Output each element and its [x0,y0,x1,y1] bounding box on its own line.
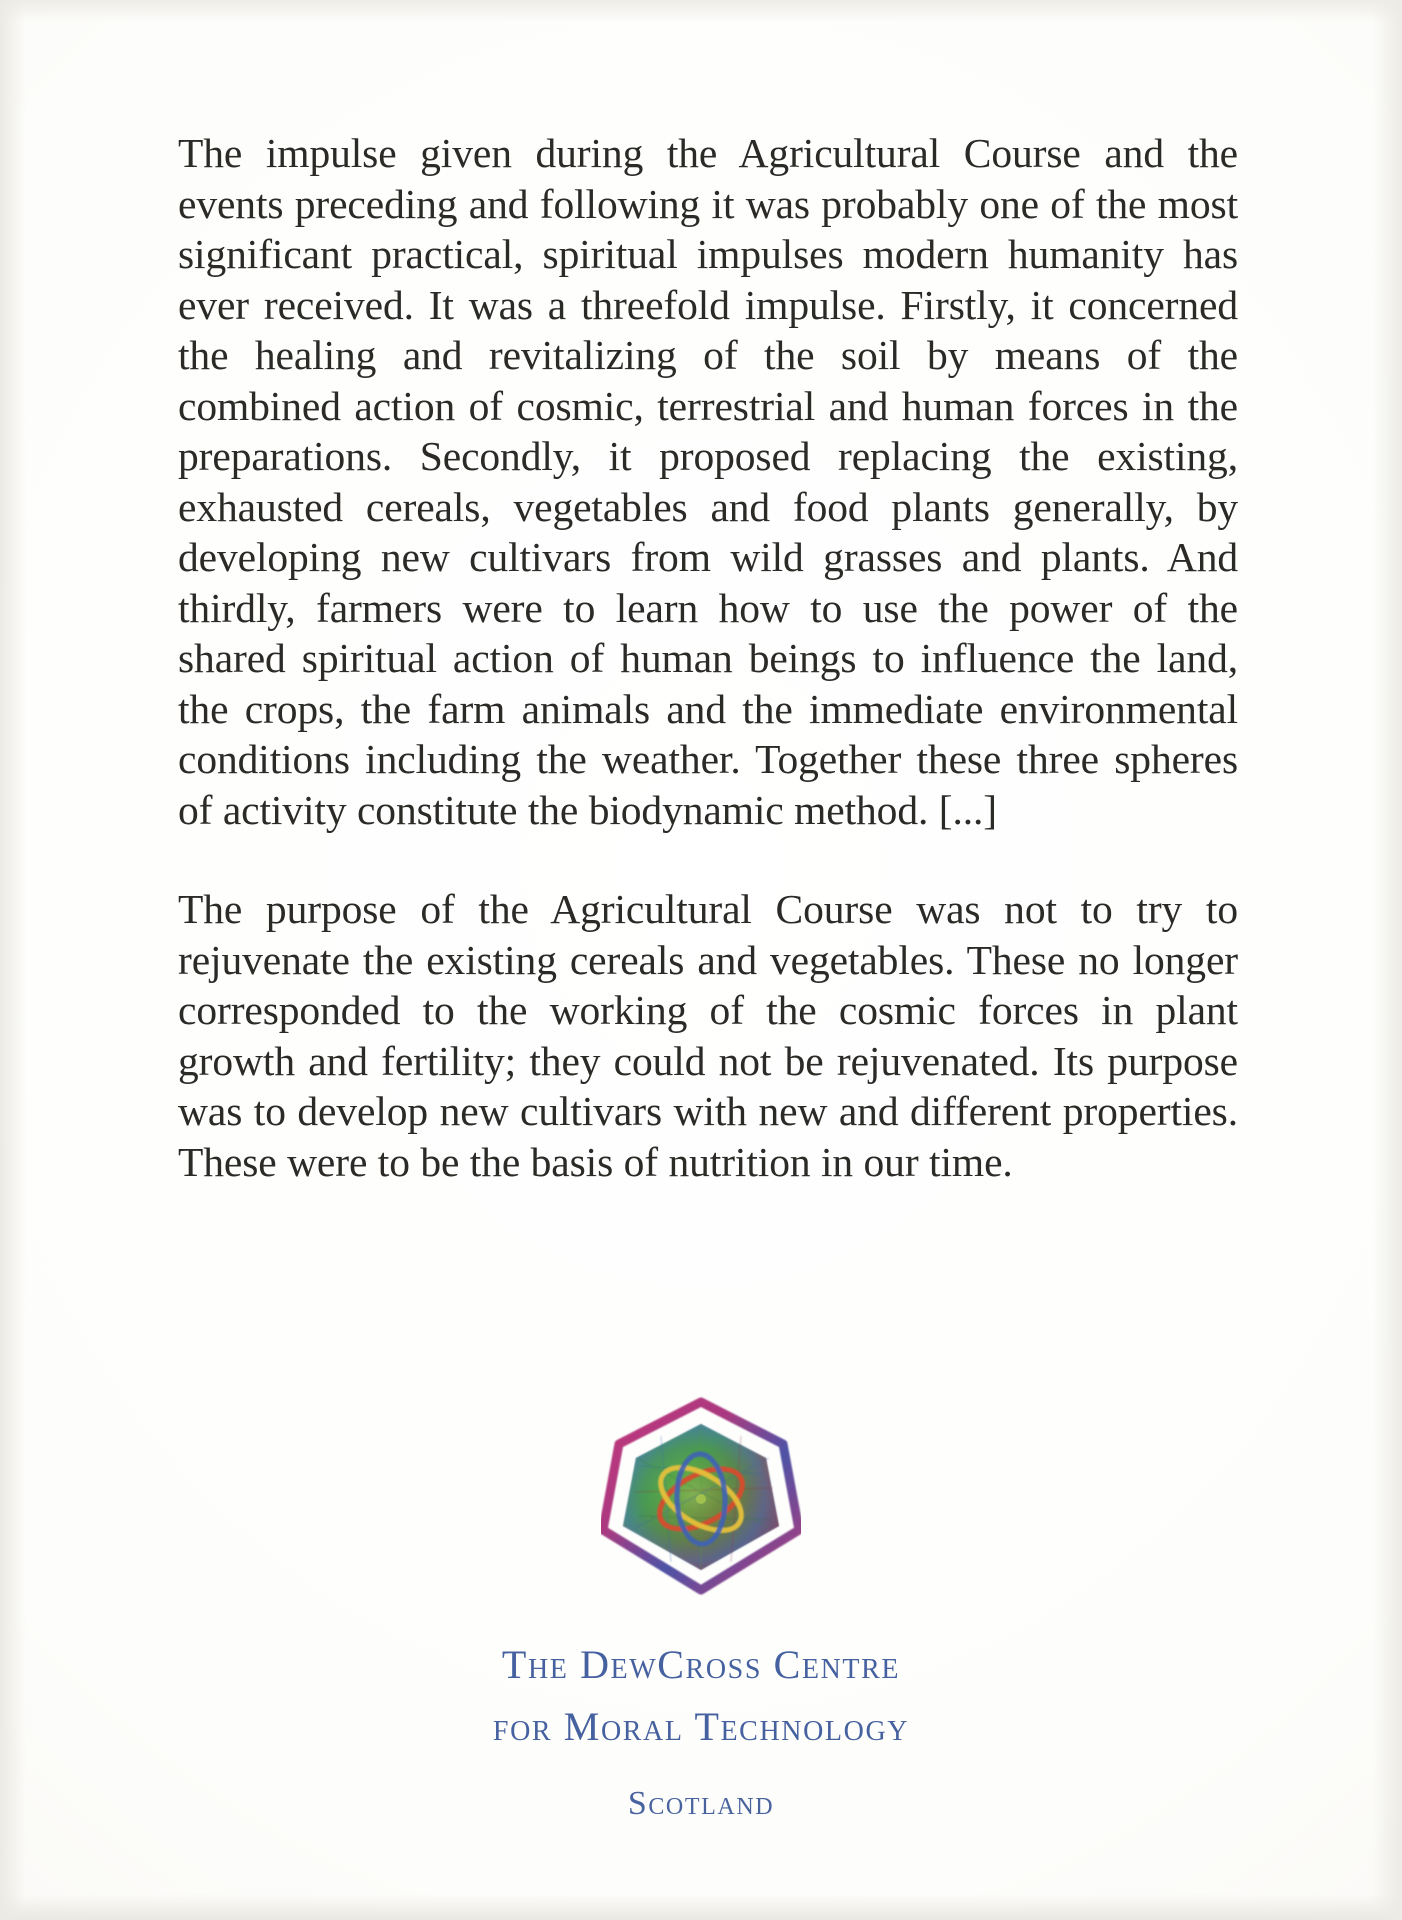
brand-line-country: Scotland [627,1785,775,1822]
dewcross-heptagon-atom-emblem [601,1396,801,1596]
text-content-area [178,128,1238,1187]
brand-line-technology: for Moral Technology [492,1704,910,1749]
brand-line-centre: The DewCross Centre [501,1642,901,1687]
paragraph-1: The impulse given during the Agricultural Course and the events preceding and following it was probably one of the most significant practical, spiritual impulses modern humanity has ever received. It was a threefold impulse. Firstly, it concerned the healing and revitalizing of the soil by means of the combined action of cosmic, terrestrial and human forces in the preparations. Secondly, it proposed replacing the existing, exhausted cereals, vegetables and food plants generally, by developing new cultivars from wild grasses and plants. And thirdly, farmers were to learn how to use the power of the shared spiritual action of human beings to influence the land, the crops, the farm animals and the immediate environmental conditions including the weather. Together these three spheres of activity constitute the biodynamic method. [...] [178,130,1238,833]
emblem-block [0,1396,1402,1601]
paragraph-2: The purpose of the Agricultural Course was not to try to rejuvenate the existing cereals and vegetables. These no longer corresponded to the working of the cosmic forces in plant growth and fertility; they could not be rejuvenated. Its purpose was to develop new cultivars with new and different properties. These were to be the basis of nutrition in our time. [178,886,1238,1185]
publisher-footer [0,1638,1402,1828]
